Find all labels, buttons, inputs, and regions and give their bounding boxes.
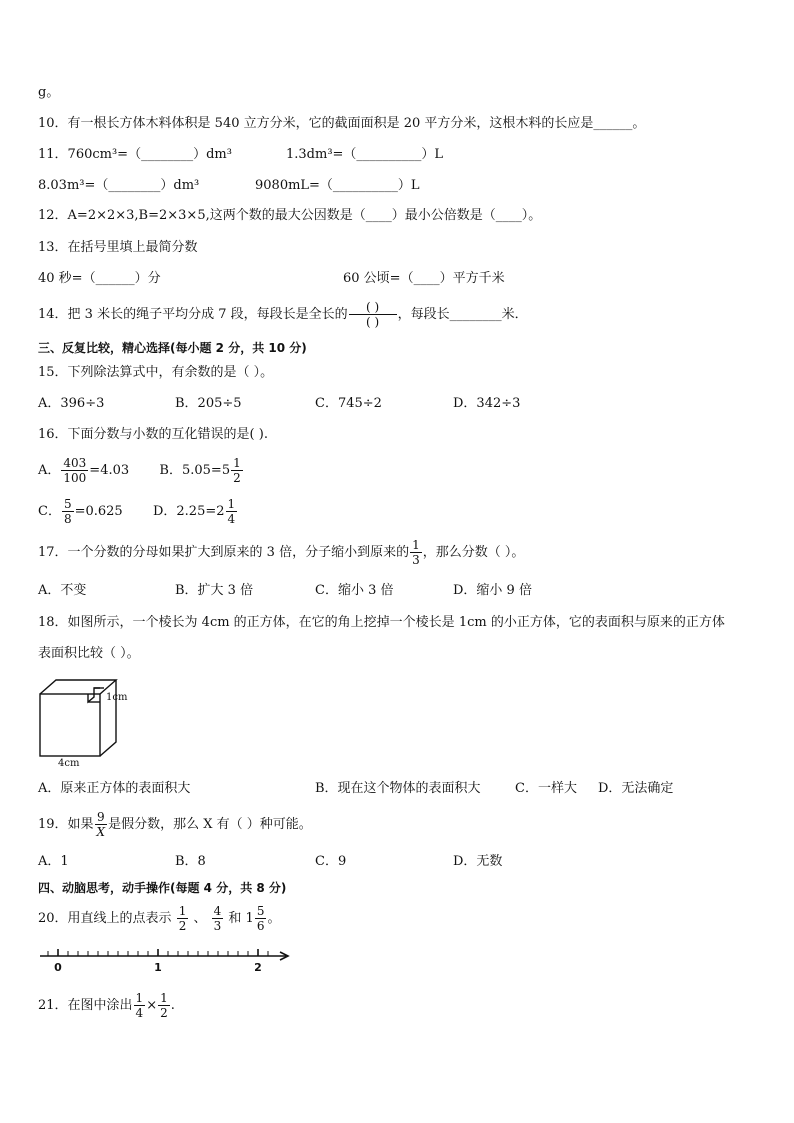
q16-option-d-fraction xyxy=(226,497,238,526)
q21-pre: 21．在图中涂出 xyxy=(38,998,133,1013)
q19-post: 是假分数，那么 X 有（ ）种可能。 xyxy=(108,817,312,832)
q19-fraction xyxy=(95,810,108,839)
q16-c-numerator: 5 xyxy=(63,497,72,511)
q16-b-denominator: 2 xyxy=(233,471,241,485)
section-4-heading: 四、动脑思考，动手操作(每题 4 分，共 8 分) xyxy=(38,881,287,895)
q16-d-numerator: 1 xyxy=(227,497,236,511)
q21-times: × xyxy=(146,998,158,1013)
q20-fraction-3 xyxy=(255,904,267,933)
q19-pre: 19．如果 xyxy=(38,817,94,832)
q16-option-c-label: C． xyxy=(38,504,61,519)
q20-and: 和 1 xyxy=(228,911,254,926)
q16-option-a-value: =4.03 xyxy=(89,463,130,478)
q17-option-b: B．扩大 3 倍 xyxy=(175,583,254,598)
q13-a: 40 秒=（______）分 xyxy=(38,271,161,286)
q15-option-b: B．205÷5 xyxy=(175,396,242,411)
cube-figure xyxy=(36,676,146,768)
q16-c-denominator: 8 xyxy=(63,512,72,526)
q16-option-a-fraction xyxy=(61,456,88,485)
q15-option-d: D．342÷3 xyxy=(453,396,521,411)
q16-options-cd xyxy=(38,497,238,527)
q17 xyxy=(38,538,524,568)
q18-option-c: C．一样大 xyxy=(515,781,577,796)
q21-end: . xyxy=(170,998,175,1013)
q11-a: 11．760cm³=（________）dm³ xyxy=(38,147,232,162)
cube-big-label: 4cm xyxy=(58,758,80,768)
tick-label-0: 0 xyxy=(54,961,62,974)
q13: 13．在括号里填上最简分数 xyxy=(38,240,198,255)
q13-b: 60 公顷=（____）平方千米 xyxy=(343,271,505,286)
q16: 16．下面分数与小数的互化错误的是( ). xyxy=(38,427,268,442)
q17-pre: 17．一个分数的分母如果扩大到原来的 3 倍，分子缩小到原来的 xyxy=(38,545,410,560)
q14-numerator: ( ) xyxy=(349,300,397,315)
q18-option-a: A．原来正方体的表面积大 xyxy=(38,781,191,796)
tick-label-2: 2 xyxy=(254,961,262,974)
q15-option-c: C．745÷2 xyxy=(315,396,382,411)
q19-option-a: A．1 xyxy=(38,854,69,869)
q18-option-b: B．现在这个物体的表面积大 xyxy=(315,781,481,796)
q14-denominator: ( ) xyxy=(366,315,380,329)
q19 xyxy=(38,810,312,840)
q16-a-denominator: 100 xyxy=(63,471,87,485)
q14-fraction xyxy=(349,300,397,329)
q17-option-c: C．缩小 3 倍 xyxy=(315,583,394,598)
q21-f2-denominator: 2 xyxy=(160,1006,168,1020)
q19-option-b: B．8 xyxy=(175,854,206,869)
q18-line2: 表面积比较（ ）。 xyxy=(38,646,140,661)
q17-denominator: 3 xyxy=(412,553,420,567)
q16-option-b-fraction xyxy=(231,456,243,485)
q17-option-a: A．不变 xyxy=(38,583,87,598)
q20-f1-denominator: 2 xyxy=(178,919,187,933)
q21-fraction-2 xyxy=(158,991,170,1020)
q20-f3-denominator: 6 xyxy=(256,919,265,933)
q20-end: 。 xyxy=(267,911,281,926)
q15-option-a: A．396÷3 xyxy=(38,396,105,411)
q16-option-d-label: D．2.25=2 xyxy=(152,504,225,519)
q10: 10．有一根长方体木料体积是 540 立方分米，它的截面面积是 20 平方分米，这根木料的长应是______。 xyxy=(38,116,646,131)
q21-f2-numerator: 1 xyxy=(160,991,168,1005)
q9-tail: g。 xyxy=(38,85,60,100)
q16-d-denominator: 4 xyxy=(227,512,236,526)
q21-f1-denominator: 4 xyxy=(135,1006,144,1020)
q16-option-c-fraction xyxy=(62,497,74,526)
q11-c: 8.03m³=（________）dm³ xyxy=(38,178,200,193)
q20 xyxy=(38,902,280,936)
q12: 12．A=2×2×3,B=2×3×5,这两个数的最大公因数是（____）最小公倍数是（____）。 xyxy=(38,208,542,223)
q19-option-c: C．9 xyxy=(315,854,347,869)
q14-post: ，每段长________米． xyxy=(397,307,528,322)
q17-post: ，那么分数（ ）。 xyxy=(422,545,525,560)
cube-small-label: 1cm xyxy=(106,692,128,703)
q20-f1-numerator: 1 xyxy=(178,904,187,918)
q15: 15．下列除法算式中，有余数的是（ ）。 xyxy=(38,365,274,380)
q14 xyxy=(38,300,528,330)
q19-numerator: 9 xyxy=(97,810,105,824)
q18-option-d: D．无法确定 xyxy=(598,781,674,796)
q19-option-d: D．无数 xyxy=(453,854,503,869)
q16-options-ab xyxy=(38,456,244,486)
tick-label-1: 1 xyxy=(154,961,162,974)
section-3-heading: 三、反复比较，精心选择(每小题 2 分，共 10 分) xyxy=(38,341,307,355)
q17-numerator: 1 xyxy=(412,538,420,552)
q20-f2-denominator: 3 xyxy=(213,919,222,933)
q20-f2-numerator: 4 xyxy=(213,904,222,918)
q16-b-numerator: 1 xyxy=(233,456,241,470)
q20-f3-numerator: 5 xyxy=(256,904,265,918)
q18-line1: 18．如图所示，一个棱长为 4cm 的正方体，在它的角上挖掉一个棱长是 1cm 的小正方体，它的表面积与原来的正方体 xyxy=(38,615,725,630)
q19-denominator: X xyxy=(96,825,106,839)
q16-option-c-value: =0.625 xyxy=(74,504,123,519)
q17-option-d: D．缩小 9 倍 xyxy=(453,583,532,598)
q21-f1-numerator: 1 xyxy=(135,991,144,1005)
q20-pre: 20．用直线上的点表示 xyxy=(38,911,172,926)
q21-fraction-1 xyxy=(134,991,146,1020)
q16-option-b-label: B．5.05=5 xyxy=(159,463,231,478)
q11-b: 1.3dm³=（__________）L xyxy=(286,147,444,162)
q16-option-a-label: A． xyxy=(38,463,61,478)
q16-a-numerator: 403 xyxy=(63,456,87,470)
q20-fraction-1 xyxy=(177,904,189,933)
q20-fraction-2 xyxy=(212,904,224,933)
q11-d: 9080mL=（__________）L xyxy=(255,178,420,193)
q17-fraction xyxy=(410,538,422,567)
q14-pre: 14．把 3 米长的绳子平均分成 7 段，每段长是全长的 xyxy=(38,307,348,322)
q20-sep: 、 xyxy=(193,911,207,926)
q21 xyxy=(38,990,175,1022)
number-line xyxy=(36,944,296,974)
